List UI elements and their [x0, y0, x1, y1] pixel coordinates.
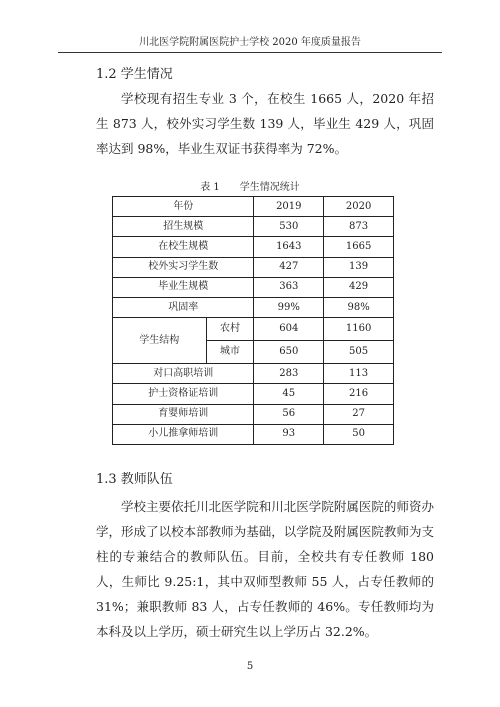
table-row: [113, 217, 394, 237]
cell-2019: 283: [254, 364, 324, 384]
section-title-students: 1.2 学生情况: [96, 67, 173, 82]
cell-2020: 216: [324, 384, 394, 404]
cell-2019: 45: [254, 384, 324, 404]
table-row: [113, 318, 394, 341]
header-cell-2019: 2019: [254, 197, 324, 217]
table-row: [113, 297, 394, 317]
cell-2020: 505: [324, 341, 394, 364]
cell-2019: 604: [254, 318, 324, 341]
cell-2019: 650: [254, 341, 324, 364]
table-row: [113, 277, 394, 297]
cell-2020: 429: [324, 277, 394, 297]
cell-2019: 530: [254, 217, 324, 237]
cell-2019: 93: [254, 424, 324, 444]
table-row: [113, 384, 394, 404]
teachers-paragraph: 学校主要依托川北医学院和川北医学院附属医院的师资办学，形成了以校本部教师为基础，以学院及附属医院教师为支柱的专兼结合的教师队伍。目前，全校共有专任教师 180 人，生师比 9.25:1，其中双师型教师 55 人，占专任教师的 31%；兼职教师 83 人，占专任教师的 46%。专任教师均为本科及以上学历，硕士研究生以上学历占 32.2%。: [96, 499, 434, 639]
cell-2020: 27: [324, 404, 394, 424]
cell-2020: 98%: [324, 297, 394, 317]
cell-2019: 1643: [254, 237, 324, 257]
row-label: 小儿推拿师培训: [113, 424, 254, 444]
section-title-teachers: 1.3 教师队伍: [96, 472, 173, 487]
cell-2020: 873: [324, 217, 394, 237]
cell-2020: 139: [324, 257, 394, 277]
cell-2019: 99%: [254, 297, 324, 317]
row-label: 校外实习学生数: [113, 257, 254, 277]
cell-2019: 56: [254, 404, 324, 424]
row-label: 巩固率: [113, 297, 254, 317]
row-label: 毕业生规模: [113, 277, 254, 297]
table-row: [113, 237, 394, 257]
students-paragraph: 学校现有招生专业 3 个，在校生 1665 人，2020 年招生 873 人，校外实习学生数 139 人，毕业生 429 人，巩固率达到 98%，毕业生双证书获得率为 72%。: [96, 91, 434, 156]
row-label: 育婴师培训: [113, 404, 254, 424]
cell-2019: 427: [254, 257, 324, 277]
cell-2019: 363: [254, 277, 324, 297]
page-header: 川北医学院附属医院护士学校 2020 年度质量报告: [58, 36, 442, 53]
row-label: 招生规模: [113, 217, 254, 237]
sub-label: 农村: [206, 318, 254, 341]
table-row: [113, 404, 394, 424]
row-label: 对口高职培训: [113, 364, 254, 384]
table-row: [113, 424, 394, 444]
cell-2020: 113: [324, 364, 394, 384]
row-label: 护士资格证培训: [113, 384, 254, 404]
cell-2020: 1160: [324, 318, 394, 341]
sub-label: 城市: [206, 341, 254, 364]
table-header-row: [113, 197, 394, 217]
cell-2020: 50: [324, 424, 394, 444]
header-cell-2020: 2020: [324, 197, 394, 217]
table-caption: 表 1 学生情况统计: [200, 182, 300, 193]
student-stats-table: [112, 196, 394, 445]
row-label-structure: 学生结构: [113, 318, 207, 364]
page-number: 5: [246, 661, 254, 672]
table-row: [113, 257, 394, 277]
row-label: 在校生规模: [113, 237, 254, 257]
cell-2020: 1665: [324, 237, 394, 257]
table-row: [113, 364, 394, 384]
header-cell-year: 年份: [113, 197, 254, 217]
